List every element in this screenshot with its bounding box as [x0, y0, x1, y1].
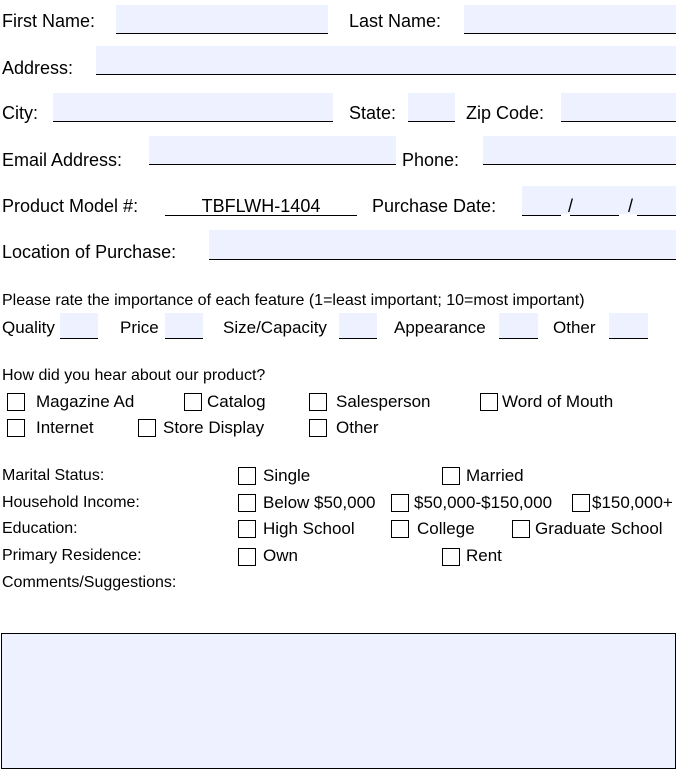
- high-school-label: High School: [263, 519, 355, 538]
- city-label: City:: [2, 103, 38, 123]
- education-label: Education:: [2, 520, 78, 537]
- word-of-mouth-checkbox[interactable]: [480, 393, 498, 411]
- size-capacity-rating-field[interactable]: [339, 313, 377, 339]
- graduate-school-checkbox[interactable]: [512, 520, 530, 538]
- quality-label: Quality: [2, 318, 55, 337]
- phone-label: Phone:: [402, 150, 460, 170]
- rent-checkbox[interactable]: [442, 548, 460, 566]
- date-separator-2: /: [628, 196, 634, 216]
- high-school-checkbox[interactable]: [238, 520, 256, 538]
- address-field[interactable]: [96, 46, 676, 75]
- college-label: College: [417, 519, 475, 538]
- hear-question: How did you hear about our product?: [2, 367, 266, 384]
- household-income-label: Household Income:: [2, 494, 140, 511]
- other-source-label: Other: [336, 418, 379, 437]
- appearance-label: Appearance: [394, 318, 486, 337]
- purchase-date-field[interactable]: [522, 186, 676, 216]
- last-name-label: Last Name:: [349, 11, 442, 31]
- size-capacity-label: Size/Capacity: [223, 318, 327, 337]
- comments-label: Comments/Suggestions:: [2, 574, 177, 591]
- own-checkbox[interactable]: [238, 548, 256, 566]
- city-field[interactable]: [53, 93, 333, 122]
- salesperson-checkbox[interactable]: [309, 393, 327, 411]
- catalog-label: Catalog: [207, 392, 266, 411]
- internet-label: Internet: [36, 418, 94, 437]
- phone-field[interactable]: [483, 136, 676, 165]
- product-model-value: TBFLWH-1404: [201, 196, 321, 216]
- single-label: Single: [263, 466, 311, 485]
- store-display-checkbox[interactable]: [138, 419, 156, 437]
- word-of-mouth-label: Word of Mouth: [502, 392, 614, 411]
- married-label: Married: [466, 466, 524, 485]
- income-below-50k-checkbox[interactable]: [238, 494, 256, 512]
- income-150k-plus-label: $150,000+: [592, 493, 673, 512]
- purchase-date-label: Purchase Date:: [372, 196, 497, 216]
- appearance-rating-field[interactable]: [499, 313, 538, 339]
- single-checkbox[interactable]: [238, 467, 256, 485]
- state-field[interactable]: [408, 93, 455, 122]
- graduate-school-label: Graduate School: [535, 519, 663, 538]
- salesperson-label: Salesperson: [336, 392, 431, 411]
- last-name-field[interactable]: [464, 5, 676, 34]
- catalog-checkbox[interactable]: [184, 393, 202, 411]
- location-of-purchase-field[interactable]: [209, 230, 676, 260]
- state-label: State:: [349, 103, 397, 123]
- first-name-field[interactable]: [116, 5, 328, 34]
- other-source-checkbox[interactable]: [309, 419, 327, 437]
- income-150k-plus-checkbox[interactable]: [572, 494, 590, 512]
- magazine-ad-label: Magazine Ad: [36, 392, 135, 411]
- rating-instruction: Please rate the importance of each feature (1=least important; 10=most important): [2, 292, 585, 309]
- store-display-label: Store Display: [163, 418, 265, 437]
- price-rating-field[interactable]: [165, 313, 203, 339]
- magazine-ad-checkbox[interactable]: [7, 393, 25, 411]
- product-model-label: Product Model #:: [2, 196, 139, 216]
- primary-residence-label: Primary Residence:: [2, 547, 142, 564]
- zip-code-label: Zip Code:: [466, 103, 545, 123]
- income-50k-150k-label: $50,000-$150,000: [414, 493, 553, 512]
- other-feature-label: Other: [553, 318, 596, 337]
- income-below-50k-label: Below $50,000: [263, 493, 376, 512]
- price-label: Price: [120, 318, 159, 337]
- income-50k-150k-checkbox[interactable]: [391, 494, 409, 512]
- other-rating-field[interactable]: [609, 313, 648, 339]
- own-label: Own: [263, 546, 298, 565]
- zip-code-field[interactable]: [561, 93, 676, 122]
- address-label: Address:: [2, 58, 74, 78]
- comments-textarea[interactable]: [1, 633, 676, 769]
- rent-label: Rent: [466, 546, 502, 565]
- email-address-field[interactable]: [149, 136, 396, 165]
- location-of-purchase-label: Location of Purchase:: [2, 242, 177, 262]
- married-checkbox[interactable]: [442, 467, 460, 485]
- college-checkbox[interactable]: [391, 520, 409, 538]
- date-separator-1: /: [568, 196, 574, 216]
- email-address-label: Email Address:: [2, 150, 123, 170]
- marital-status-label: Marital Status:: [2, 467, 105, 484]
- quality-rating-field[interactable]: [60, 313, 98, 339]
- first-name-label: First Name:: [2, 11, 96, 31]
- internet-checkbox[interactable]: [7, 419, 25, 437]
